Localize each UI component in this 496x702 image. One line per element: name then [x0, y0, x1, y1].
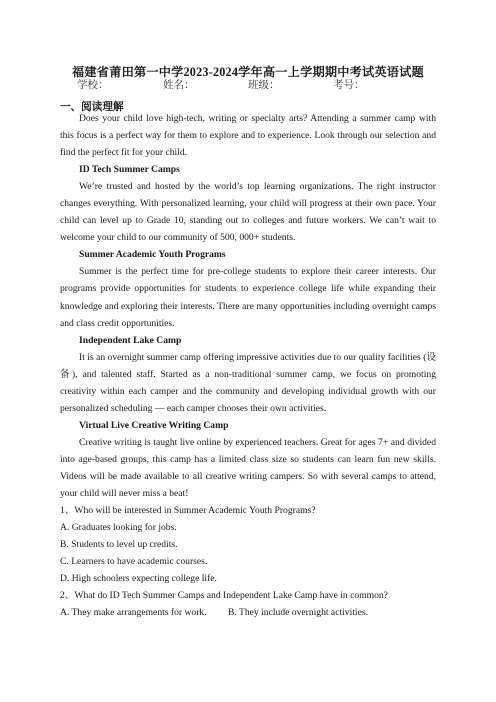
intro-paragraph: Does your child love high-tech, writing or specialty arts? Attending a summer camp with this focus is a perfect way for them to explore and to experience. Look through our selection and find the perfect fit for your child.: [60, 113, 436, 159]
exam-number-label: 考号：: [333, 80, 365, 91]
camp-paragraph: We’re trusted and hosted by the world’s top learning organizations. The right instructor changes everything. With personalized learning, your child will progress at their own pace. Your child can level up to Grade 10, standing out to colleges and future workers. We can’t wait to welcome your child to our community of 500, 000+ students.: [60, 181, 436, 244]
answer-option: C. Learners to have academic courses.: [60, 556, 208, 568]
camp-heading: Independent Lake Camp: [79, 334, 182, 346]
answer-option: B. Students to level up credits.: [60, 539, 178, 551]
camp-heading: Virtual Live Creative Writing Camp: [79, 419, 229, 431]
answer-option: B. They include overnight activities.: [228, 607, 368, 619]
camp-heading: Summer Academic Youth Programs: [79, 249, 226, 261]
class-label: 班级：: [248, 80, 280, 91]
reading-passage: [60, 110, 436, 621]
answer-option: A. They make arrangements for work.: [60, 607, 207, 619]
camp-paragraph: It is an overnight summer camp offering impressive activities due to our quality facilities (设备), and talented staff. Started as a non-traditional summer camp, we focus on promoting creativity within each camper and the community and developing individual growth with our personalized scheduling — each camper chooses their own activities.: [60, 351, 436, 414]
answer-option: A. Graduates looking for jobs.: [60, 522, 177, 534]
camp-paragraph: Creative writing is taught live online by experienced teachers. Great for ages 7+ and divided into age-based groups, this camp has a limited class size so students can learn fun new skills. Videos will be made available to all creative writing campers. So with several camps to attend, your child will never miss a beat!: [60, 436, 436, 500]
section-heading: 一、阅读理解: [60, 102, 124, 113]
school-label: 学校：: [77, 80, 109, 91]
camp-paragraph: Summer is the perfect time for pre-college students to explore their career interests. Our programs provide opportunities for students to experience college life while expanding their knowledge and exploring their interests. There are many opportunities including overnight camps and class credit opportunities.: [60, 266, 436, 329]
answer-option: D. High schoolers expecting college life.: [60, 573, 217, 585]
question-stem: 2、What do ID Tech Summer Camps and Independent Lake Camp have in common?: [60, 590, 388, 602]
document-title: 福建省莆田第一中学2023-2024学年高一上学期期中考试英语试题: [72, 65, 424, 79]
question-stem: 1、Who will be interested in Summer Academic Youth Programs?: [60, 505, 316, 517]
answer-options-row: [60, 604, 436, 621]
camp-heading: ID Tech Summer Camps: [79, 164, 180, 176]
name-label: 姓名：: [163, 80, 195, 91]
